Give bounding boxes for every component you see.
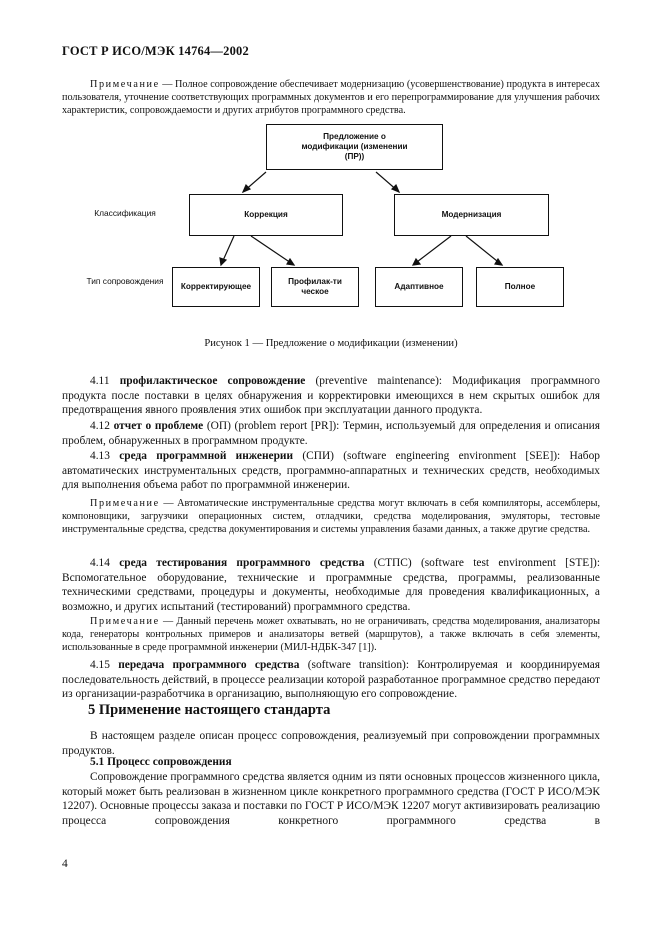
box-adaptive: Адаптивное bbox=[375, 267, 463, 307]
arrowhead-corrective bbox=[220, 258, 226, 265]
note-text: — Полное сопровождение обеспечивает модернизацию (усовершенствование) продукта в интересах пользователя, уточнение соответствующих программных документов и его перепрограммирование для улучшения рабочих характеристик, сопровождаемости и других атрибутов программного средства. bbox=[62, 79, 600, 117]
arrowhead-preventive bbox=[287, 259, 294, 265]
definition-4-14: 4.14 среда тестирования программного средства (СТПС) (software test environment [STE]): Вспомогательное оборудование, технические и программные средства, программы, реализованные техническими средствами, процедуры и документы, необходимые для проведения квалификационных, а возможно, и других испытаний (тестирований) программного средства. bbox=[62, 557, 600, 613]
arrow-to-adaptive bbox=[413, 236, 451, 265]
document-header: ГОСТ Р ИСО/МЭК 14764—2002 bbox=[62, 44, 249, 58]
note-label: Примечание bbox=[90, 616, 160, 627]
note-full-maintenance bbox=[62, 78, 600, 118]
definition-4-11: 4.11 профилактическое сопровождение (preventive maintenance): Модификация программного продукта после поставки в целях обнаружения и корректировки имеющихся в нем скрытых ошибок для предотвращения явного проявления этих ошибок при эксплуатации данного продукта. bbox=[62, 375, 600, 417]
page-number: 4 bbox=[62, 858, 68, 870]
definition-4-13: 4.13 среда программной инженерии (СПИ) (software engineering environment [SEE]): Набор автоматических инструментальных средств, программно-аппаратных и технических средств, необходимых для выполнения объема работ по программной инженерии. bbox=[62, 450, 600, 492]
note-text: — Автоматические инструментальные средства могут включать в себя компиляторы, ассемблеры, компоновщики, загрузчики операционных систем, отладчики, средства моделирования, эмуляторы, тестовые инструментальные средства, средства документирования и системы управления базами данных, а также другие средства. bbox=[62, 498, 600, 536]
box-modernization: Модернизация bbox=[394, 194, 549, 236]
subsection-5-1-body: Сопровождение программного средства является одним из пяти основных процессов жизненного цикла, который может быть реализован в жизненном цикле конкретного программного средства (ГОСТ Р ИСО/МЭК 12207). Основные процессы заказа и поставки по ГОСТ Р ИСО/МЭК 12207 могут активизировать реализацию процесса сопровождения конкретного программного средства в bbox=[62, 771, 600, 827]
note-list bbox=[62, 615, 600, 655]
subsection-5-1-title: 5.1 Процесс сопровождения bbox=[90, 756, 232, 768]
note-tools bbox=[62, 497, 600, 537]
definition-4-12: 4.12 отчет о проблеме (ОП) (problem report [PR]): Термин, используемый для определения и описания проблем, обнаруженных в программном продукте. bbox=[62, 420, 601, 447]
label-classification: Классификация bbox=[94, 208, 156, 218]
figure-caption: Рисунок 1 — Предложение о модификации (изменении) bbox=[204, 338, 458, 349]
note-label: Примечание bbox=[90, 498, 160, 509]
box-modification-proposal: Предложение о модификации (изменении (ПР)) bbox=[266, 124, 443, 170]
box-corrective: Корректирующее bbox=[172, 267, 260, 307]
section-5-title: 5 Применение настоящего стандарта bbox=[88, 702, 331, 718]
label-maintenance-type: Тип сопровождения bbox=[86, 276, 164, 286]
box-correction: Коррекция bbox=[189, 194, 343, 236]
definition-4-15: 4.15 передача программного средства (software transition): Контролируемая и координируемая последовательность действий, в процессе реализации которой разработанное программное средство передают из организации-разработчика в организацию, выполняющую его сопровождение. bbox=[62, 659, 600, 701]
note-label: Примечание bbox=[90, 79, 160, 90]
figure-1-diagram bbox=[86, 118, 586, 318]
note-text: — Данный перечень может охватывать, но не ограничивать, средства моделирования, анализаторы кода, генераторы контрольных примеров и анализаторы ветвей (маршрутов), а также включать в себя элементы, использованные в среде программной инженерии (МИЛ-НДБК-347 [1]). bbox=[62, 616, 600, 654]
box-perfective: Полное bbox=[476, 267, 564, 307]
section-5-intro: В настоящем разделе описан процесс сопровождения, реализуемый при сопровождении программных продуктов. bbox=[62, 730, 600, 757]
box-preventive: Профилак-тическое bbox=[271, 267, 359, 307]
arrow-to-preventive bbox=[251, 236, 294, 265]
